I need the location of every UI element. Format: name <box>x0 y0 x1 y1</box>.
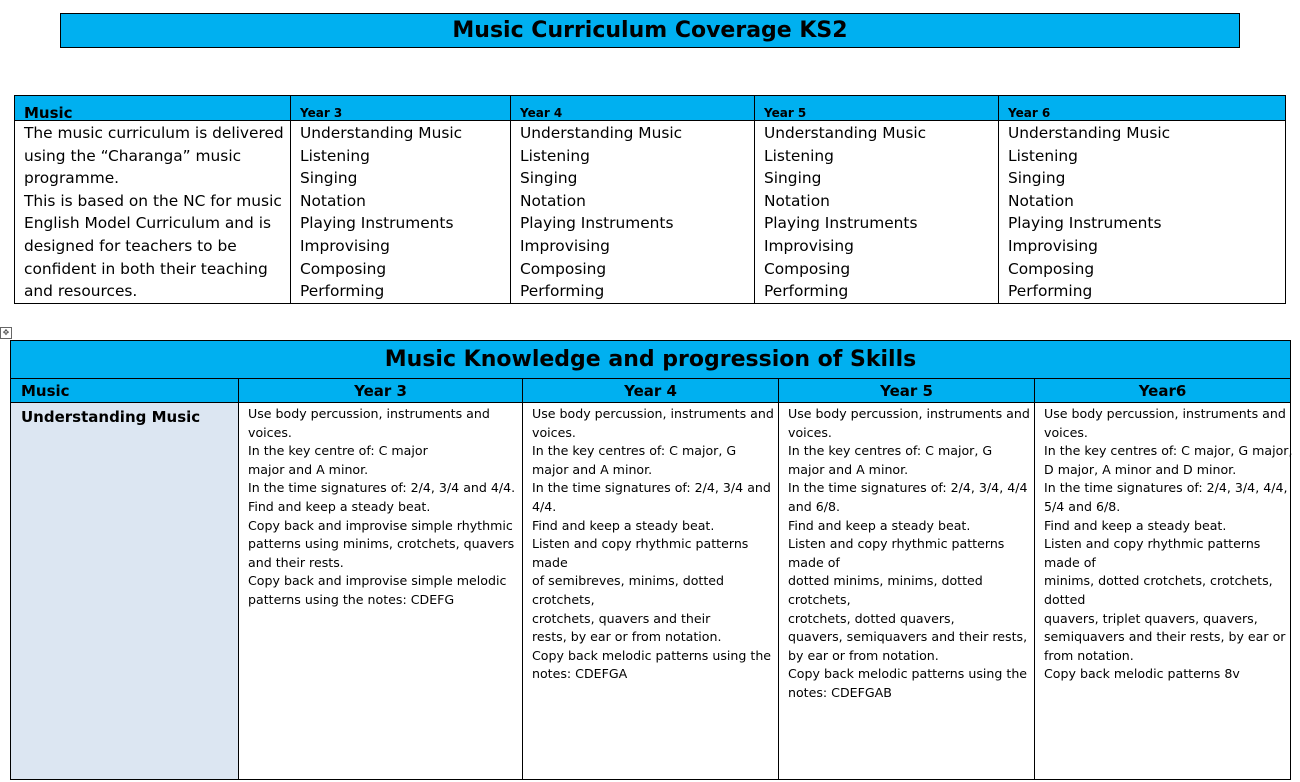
coverage-table <box>14 95 1286 304</box>
skill-line: Use body percussion, instruments and <box>532 406 774 421</box>
skill-line: In the key centres of: C major, G major, <box>1044 443 1293 459</box>
skill-line: notes: CDEFGAB <box>788 684 892 700</box>
topic-item: Listening <box>764 146 834 165</box>
topic-item: Composing <box>764 259 851 278</box>
skill-line: and their rests. <box>248 554 344 570</box>
topic-item: Performing <box>300 282 385 301</box>
progression-year3-cell <box>239 403 523 780</box>
topic-item: Listening <box>300 146 370 165</box>
coverage-year6-cell <box>999 121 1286 304</box>
topic-item: Composing <box>520 259 607 278</box>
coverage-header-year5: Year 5 <box>755 96 999 121</box>
topic-item: Playing Instruments <box>520 214 674 233</box>
progression-year4-cell <box>523 403 779 780</box>
topic-item: Composing <box>300 259 387 278</box>
progression-header-row <box>11 379 1291 403</box>
progression-header-year5: Year 5 <box>779 379 1035 403</box>
skill-line: major and A minor. <box>532 461 653 477</box>
skill-line: Copy back melodic patterns using the <box>532 647 772 663</box>
intro-line: programme. <box>24 169 120 188</box>
topic-item: Singing <box>1008 169 1066 188</box>
topic-item: Composing <box>1008 259 1095 278</box>
skill-line: In the key centre of: C major <box>248 443 428 459</box>
skill-line: In the key centres of: C major, G <box>788 443 993 459</box>
topic-item: Listening <box>520 146 590 165</box>
skill-line: major and A minor. <box>248 461 369 477</box>
progression-header-music: Music <box>11 379 239 403</box>
skill-line: voices. <box>532 424 576 440</box>
skill-line: notes: CDEFGA <box>532 666 628 682</box>
coverage-body-row <box>15 121 1286 304</box>
skill-line: Find and keep a steady beat. <box>532 517 715 533</box>
intro-line: confident in both their teaching <box>24 259 268 278</box>
skill-line: voices. <box>1044 424 1088 440</box>
topic-item: Improvising <box>764 236 854 255</box>
skill-line: voices. <box>248 424 292 440</box>
skill-line: Copy back and improvise simple rhythmic <box>248 517 513 533</box>
progression-row-label: Understanding Music <box>11 403 239 780</box>
skill-line: Use body percussion, instruments and <box>248 406 490 421</box>
topic-item: Performing <box>764 282 849 301</box>
topic-item: Playing Instruments <box>1008 214 1162 233</box>
skill-line: made of <box>1044 554 1096 570</box>
coverage-year5-cell <box>755 121 999 304</box>
progression-year5-cell <box>779 403 1035 780</box>
intro-line: using the “Charanga” music <box>24 146 242 165</box>
intro-line: The music curriculum is delivered <box>24 124 284 142</box>
skill-line: Copy back melodic patterns 8v <box>1044 666 1240 682</box>
page-title: Music Curriculum Coverage KS2 <box>60 13 1240 48</box>
skill-line: quavers, triplet quavers, quavers, <box>1044 610 1258 626</box>
skill-line: crotchets, <box>788 591 851 607</box>
skill-line: In the time signatures of: 2/4, 3/4 and 4/4. <box>248 480 516 496</box>
skill-line: dotted <box>1044 591 1086 607</box>
coverage-year4-cell <box>511 121 755 304</box>
intro-line: English Model Curriculum and is <box>24 214 272 233</box>
topic-item: Singing <box>300 169 358 188</box>
skill-line: from notation. <box>1044 647 1134 663</box>
topic-item: Understanding Music <box>764 124 927 142</box>
progression-header-year4: Year 4 <box>523 379 779 403</box>
skill-line: made <box>532 554 568 570</box>
skill-line: Use body percussion, instruments and <box>1044 406 1286 421</box>
skill-line: patterns using the notes: CDEFG <box>248 591 455 607</box>
coverage-year3-cell <box>291 121 511 304</box>
topic-item: Improvising <box>300 236 390 255</box>
skill-line: In the time signatures of: 2/4, 3/4, 4/4, <box>1044 480 1288 496</box>
skill-line: patterns using minims, crotchets, quavers <box>248 536 515 552</box>
progression-table <box>10 340 1291 780</box>
coverage-header-row <box>15 96 1286 121</box>
progression-year6-cell <box>1035 403 1291 780</box>
skill-line: Find and keep a steady beat. <box>1044 517 1227 533</box>
skill-line: Find and keep a steady beat. <box>248 498 431 514</box>
coverage-header-music: Music <box>15 96 291 121</box>
table-move-handle-icon[interactable]: ✥ <box>0 327 12 339</box>
skill-line: Copy back and improvise simple melodic <box>248 573 507 589</box>
topic-item: Understanding Music <box>520 124 683 142</box>
progression-title: Music Knowledge and progression of Skills <box>11 341 1291 379</box>
skill-line: by ear or from notation. <box>788 647 939 663</box>
skill-line: Find and keep a steady beat. <box>788 517 971 533</box>
skill-line: D major, A minor and D minor. <box>1044 461 1237 477</box>
progression-title-row <box>11 341 1291 379</box>
skill-line: crotchets, quavers and their <box>532 610 711 626</box>
topic-item: Singing <box>764 169 822 188</box>
skill-line: made of <box>788 554 840 570</box>
skill-line: voices. <box>788 424 832 440</box>
progression-header-year6: Year6 <box>1035 379 1291 403</box>
intro-line: This is based on the NC for music <box>24 191 282 210</box>
coverage-header-year4: Year 4 <box>511 96 755 121</box>
topic-item: Singing <box>520 169 578 188</box>
topic-item: Improvising <box>520 236 610 255</box>
skill-line: crotchets, dotted quavers, <box>788 610 955 626</box>
skill-line: 4/4. <box>532 498 557 514</box>
skill-line: of semibreves, minims, dotted <box>532 573 725 589</box>
topic-item: Playing Instruments <box>300 214 454 233</box>
skill-line: dotted minims, minims, dotted <box>788 573 983 589</box>
topic-item: Improvising <box>1008 236 1098 255</box>
skill-line: minims, dotted crotchets, crotchets, <box>1044 573 1273 589</box>
skill-line: In the time signatures of: 2/4, 3/4 and <box>532 480 771 496</box>
coverage-intro-cell <box>15 121 291 304</box>
topic-item: Performing <box>520 282 605 301</box>
skill-line: Listen and copy rhythmic patterns <box>532 536 749 552</box>
topic-item: Notation <box>300 191 366 210</box>
topic-item: Notation <box>764 191 830 210</box>
topic-item: Playing Instruments <box>764 214 918 233</box>
skill-line: Listen and copy rhythmic patterns <box>1044 536 1261 552</box>
coverage-header-year3: Year 3 <box>291 96 511 121</box>
skill-line: Listen and copy rhythmic patterns <box>788 536 1005 552</box>
progression-row-understanding-music <box>11 403 1291 780</box>
skill-line: and 6/8. <box>788 498 840 514</box>
progression-header-year3: Year 3 <box>239 379 523 403</box>
skill-line: quavers, semiquavers and their rests, <box>788 629 1028 645</box>
topic-item: Understanding Music <box>300 124 463 142</box>
skill-line: rests, by ear or from notation. <box>532 629 722 645</box>
skill-line: major and A minor. <box>788 461 909 477</box>
skill-line: Copy back melodic patterns using the <box>788 666 1028 682</box>
intro-line: designed for teachers to be <box>24 236 237 255</box>
topic-item: Performing <box>1008 282 1093 301</box>
skill-line: In the key centres of: C major, G <box>532 443 737 459</box>
topic-item: Notation <box>1008 191 1074 210</box>
coverage-header-year6: Year 6 <box>999 96 1286 121</box>
intro-line: and resources. <box>24 282 138 301</box>
topic-item: Listening <box>1008 146 1078 165</box>
skill-line: crotchets, <box>532 591 595 607</box>
topic-item: Notation <box>520 191 586 210</box>
skill-line: In the time signatures of: 2/4, 3/4, 4/4 <box>788 480 1028 496</box>
skill-line: 5/4 and 6/8. <box>1044 498 1121 514</box>
skill-line: Use body percussion, instruments and <box>788 406 1030 421</box>
topic-item: Understanding Music <box>1008 124 1171 142</box>
skill-line: semiquavers and their rests, by ear or <box>1044 629 1286 645</box>
